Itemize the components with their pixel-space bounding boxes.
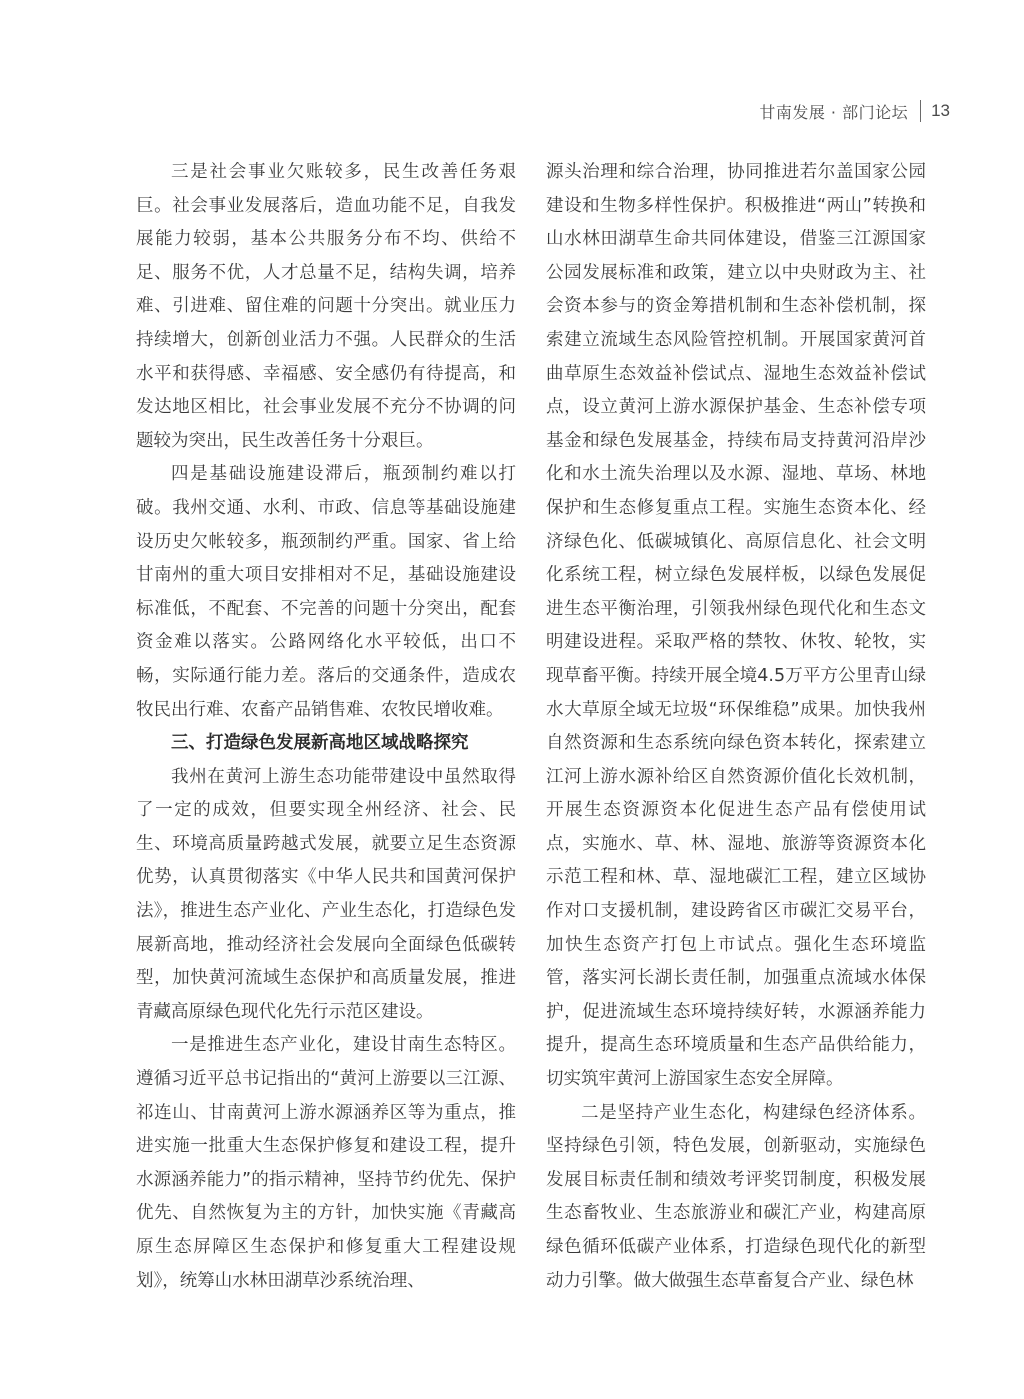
running-header [759,98,950,124]
paragraph-infrastructure: 四是基础设施建设滞后，瓶颈制约难以打破。我州交通、水利、市政、信息等基础设施建设历史欠帐较多，瓶颈制约严重。国家、省上给甘南州的重大项目安排相对不足，基础设施建设标准低，不配套、不完善的问题十分突出，配套资金难以落实。公路网络化水平较低，出口不畅，实际通行能力差。落后的交通条件，造成农牧民出行难、农畜产品销售难、农牧民增收难。 [136,464,516,720]
paragraph-ecological-continued: 源头治理和综合治理，协同推进若尔盖国家公园建设和生物多样性保护。积极推进“两山”转换和山水林田湖草生命共同体建设，借鉴三江源国家公园发展标准和政策，建立以中央财政为主、社会资本参与的资金筹措机制和生态补偿机制，探索建立流域生态风险管控机制。开展国家黄河首曲草原生态效益补偿试点、湿地生态效益补偿试点，设立黄河上游水源保护基金、生态补偿专项基金和绿色发展基金，持续布局支持黄河沿岸沙化和水土流失治理以及水源、湿地、草场、林地保护和生态修复重点工程。实施生态资本化、经济绿色化、低碳城镇化、高原信息化、社会文明化系统工程，树立绿色发展样板，以绿色发展促进生态平衡治理，引领我州绿色现代化和生态文明建设进程。采取严格的禁牧、休牧、轮牧，实现草畜平衡。持续开展全境4.5万平方公里青山绿水大草原全域无垃圾“环保维稳”成果。加快我州自然资源和生态系统向绿色资本转化，探索建立江河上游水源补给区自然资源价值化长效机制，开展生态资源资本化促进生态产品有偿使用试点，实施水、草、林、湿地、旅游等资源资本化示范工程和林、草、湿地碳汇工程，建立区域协作对口支援机制，建设跨省区市碳汇交易平台，加快生态资产打包上市试点。强化生态环境监管，落实河长湖长责任制，加强重点流域水体保护，促进流域生态环境持续好转，水源涵养能力提升，提高生态环境质量和生态产品供给能力，切实筑牢黄河上游国家生态安全屏障。 [546,162,926,1090]
section-heading: 三、打造绿色发展新高地区域战略探究 [171,733,469,754]
journal-section-title: 甘南发展 · 部门论坛 [759,102,909,122]
paragraph-green-economy: 二是坚持产业生态化，构建绿色经济体系。坚持绿色引领，特色发展，创新驱动，实施绿色发展目标责任制和绩效考评奖罚制度，积极发展生态畜牧业、生态旅游业和碳汇产业，构建高原绿色循环低碳产业体系，打造绿色现代化的新型动力引擎。做大做强生态草畜复合产业、绿色林 [546,1102,926,1291]
paragraph-social-affairs: 三是社会事业欠账较多，民生改善任务艰巨。社会事业发展落后，造血功能不足，自我发展能力较弱，基本公共服务分布不均、供给不足、服务不优，人才总量不足，结构失调，培养难、引进难、留住难的问题十分突出。就业压力持续增大，创新创业活力不强。人民群众的生活水平和获得感、幸福感、安全感仍有待提高，和发达地区相比，社会事业发展不充分不协调的问题较为突出，民生改善任务十分艰巨。 [136,162,516,451]
right-column [546,156,926,1298]
paragraph-ecological-industrialization: 一是推进生态产业化，建设甘南生态特区。遵循习近平总书记指出的“黄河上游要以三江源、祁连山、甘南黄河上游水源涵养区等为重点，推进实施一批重大生态保护修复和建设工程，提升水源涵养能力”的指示精神，坚持节约优先、保护优先、自然恢复为主的方针，加快实施《青藏高原生态屏障区生态保护和修复重大工程建设规划》，统筹山水林田湖草沙系统治理、 [136,1035,516,1291]
paragraph-strategy-intro: 我州在黄河上游生态功能带建设中虽然取得了一定的成效，但要实现全州经济、社会、民生、环境高质量跨越式发展，就要立足生态资源优势，认真贯彻落实《中华人民共和国黄河保护法》，推进生态产业化、产业生态化，打造绿色发展新高地，推动经济社会发展向全面绿色低碳转型，加快黄河流域生态保护和高质量发展，推进青藏高原绿色现代化先行示范区建设。 [136,766,516,1022]
left-column [136,156,516,1298]
page-number: 13 [931,101,950,120]
header-divider [920,100,921,122]
